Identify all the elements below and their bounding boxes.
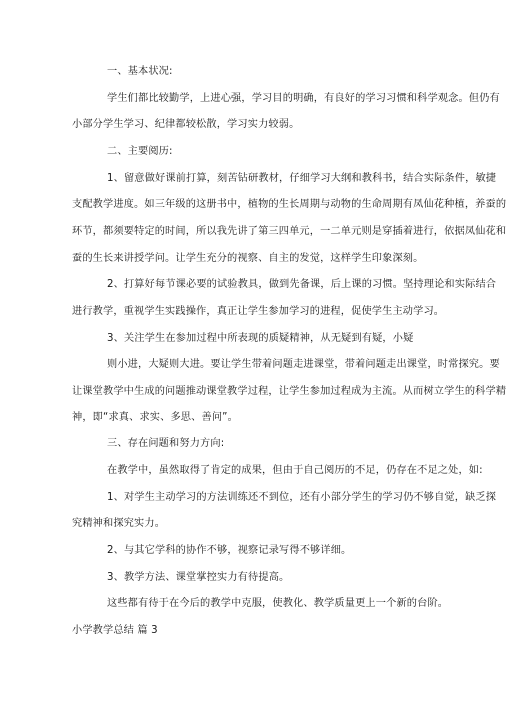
next-article-title: 小学教学总结 篇 3	[72, 625, 158, 636]
paragraph-line: 在教学中，虽然取得了肯定的成果，但由于自己阅历的不足，仍存在不足之处，如:	[107, 465, 483, 476]
paragraph-line: 让课堂教学中生成的问题推动课堂教学过程，让学生参加过程成为主流。从而树立学生的科学精	[72, 386, 506, 397]
paragraph-line: 环节，都须要特定的时间，所以我先讲了第三四单元，一二单元则是穿插着进行，依据凤仙花和	[72, 226, 506, 237]
paragraph-line: 学生们都比较勤学，上进心强，学习目的明确，有良好的学习习惯和科学观念。但仍有	[107, 93, 500, 104]
paragraph-line: 这些都有待于在今后的教学中克服，使教化、教学质量更上一个新的台阶。	[107, 598, 449, 609]
paragraph-line: 1、对学生主动学习的方法训练还不到位，还有小部分学生的学习仍不够自觉，缺乏探	[107, 492, 497, 503]
paragraph-line: 1、留意做好课前打算，刻苦钻研教材，仔细学习大纲和教科书，结合实际条件，敏捷	[107, 173, 497, 184]
paragraph-line: 2、与其它学科的协作不够，视察记录写得不够详细。	[107, 545, 352, 556]
paragraph-line: 小部分学生学习、纪律都较松散，学习实力较弱。	[72, 119, 300, 130]
section-heading-main-experience: 二、主要阅历:	[107, 146, 173, 157]
section-heading-problems-and-direction: 三、存在问题和努力方向:	[107, 438, 225, 449]
paragraph-line: 2、打算好每节课必要的试验教具，做到先备课，后上课的习惯。坚持理论和实际结合	[107, 279, 497, 290]
paragraph-line: 3、教学方法、课堂掌控实力有待提高。	[107, 572, 290, 583]
paragraph-line: 进行教学，重视学生实践操作，真正让学生参加学习的进程，促使学生主动学习。	[72, 306, 445, 317]
paragraph-line: 神，即“求真、求实、多思、善问”。	[72, 412, 238, 423]
paragraph-line: 究精神和探究实力。	[72, 518, 166, 529]
paragraph-line: 3、关注学生在参加过程中所表现的质疑精神，从无疑到有疑，小疑	[107, 333, 414, 344]
paragraph-line: 蚕的生长来讲授学问。让学生充分的视察、自主的发觉，这样学生印象深刻。	[72, 253, 424, 264]
paragraph-line: 则小进，大疑则大进。要让学生带着问题走进课堂，带着问题走出课堂，时常探究。要	[107, 359, 500, 370]
section-heading-basic-status: 一、基本状况:	[107, 66, 173, 77]
paragraph-line: 支配教学进度。如三年级的这册书中，植物的生长周期与动物的生命周期有凤仙花种植，养蚕的	[72, 199, 506, 210]
